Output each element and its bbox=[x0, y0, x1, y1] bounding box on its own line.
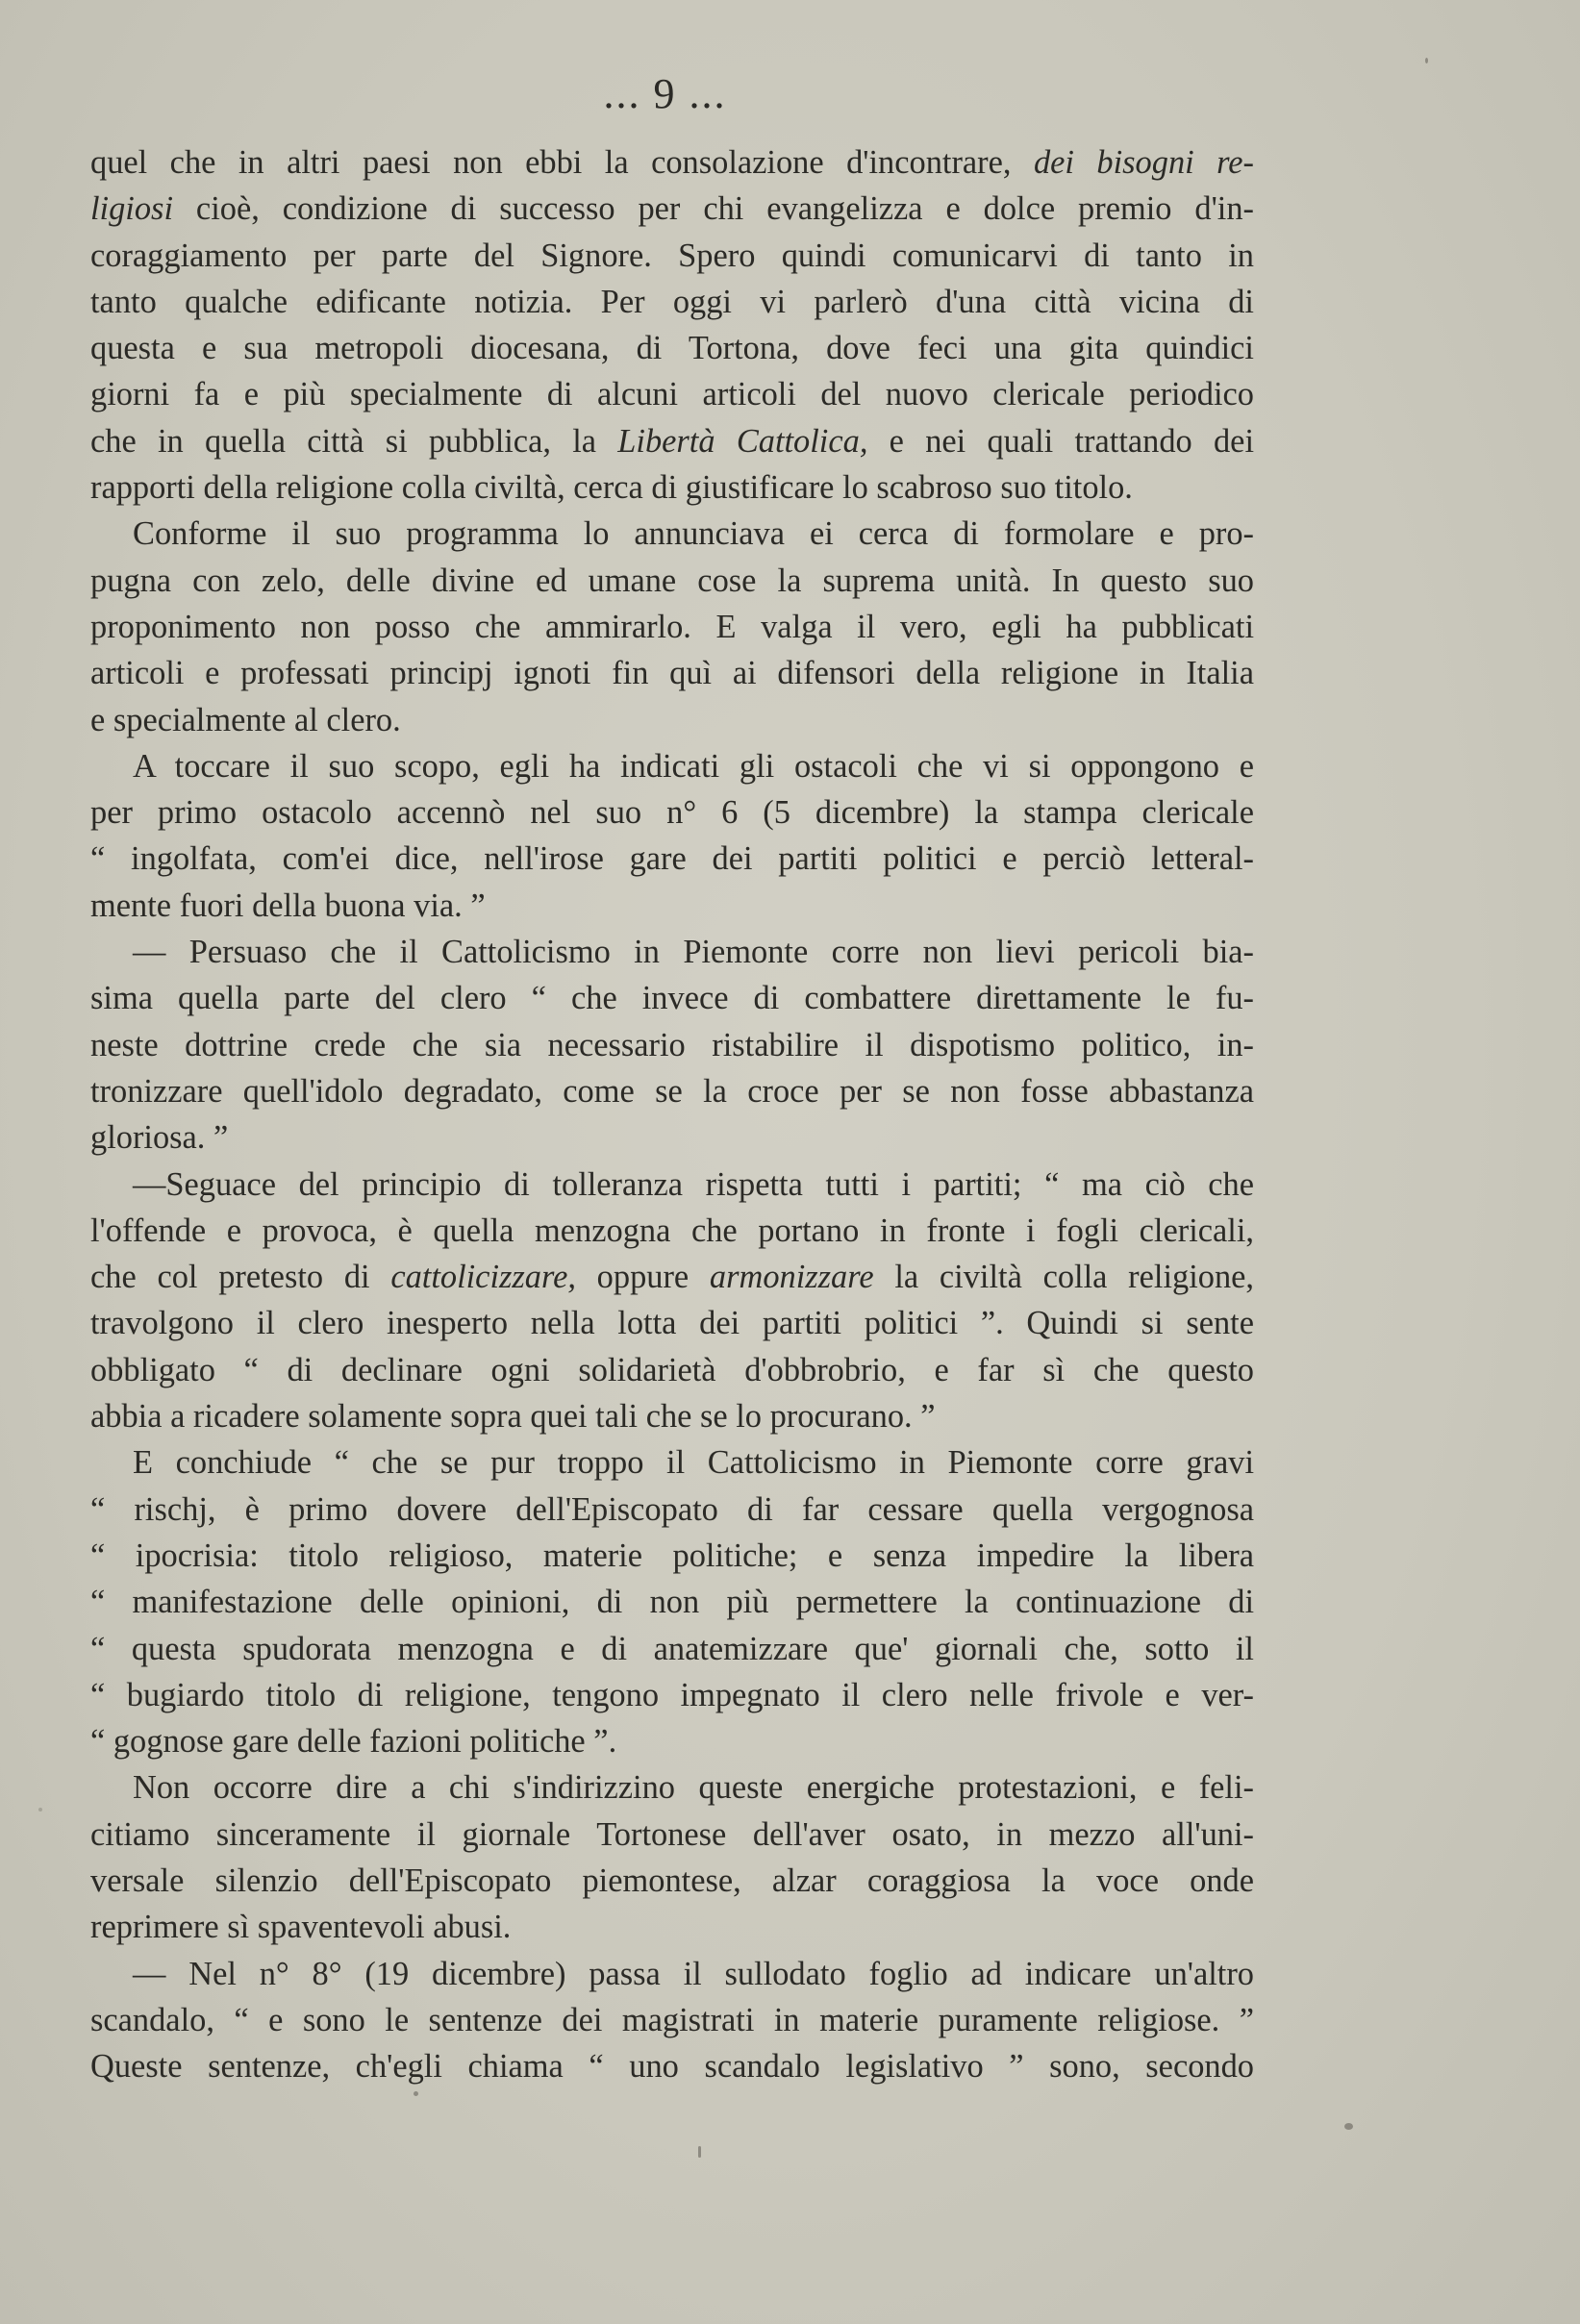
text-run: l'offende e provoca, è quella menzogna che portano in fronte i fogli clericali, bbox=[90, 1212, 1254, 1249]
text-line bbox=[90, 1254, 1254, 1300]
text-run: abbia a ricadere solamente sopra quei tali che se lo procurano. ” bbox=[90, 1398, 936, 1436]
text-line bbox=[90, 1718, 1254, 1764]
text-line bbox=[90, 1393, 1254, 1439]
text-line bbox=[90, 279, 1254, 325]
text-line bbox=[90, 1300, 1254, 1346]
text-run: “ rischj, è primo dovere dell'Episcopato di far cessare quella vergognosa bbox=[90, 1490, 1254, 1528]
text-line bbox=[90, 511, 1254, 557]
text-line bbox=[90, 1858, 1254, 1904]
text-line bbox=[90, 1812, 1254, 1858]
text-line bbox=[90, 1068, 1254, 1114]
text-run: rapporti della religione colla civiltà, cerca di giustificare lo scabroso suo titolo. bbox=[90, 469, 1133, 507]
italic-text-run: Libertà Cattolica, bbox=[617, 422, 868, 460]
text-run: travolgono il clero inesperto nella lotta dei partiti politici ”. Quindi si sente bbox=[90, 1305, 1254, 1342]
text-run: “ questa spudorata menzogna e di anatemizzare que' giornali che, sotto il bbox=[90, 1630, 1254, 1667]
text-line bbox=[90, 1022, 1254, 1068]
text-run: reprimere sì spaventevoli abusi. bbox=[90, 1909, 512, 1946]
text-run: “ ingolfata, com'ei dice, nell'irose gare dei partiti politici e perciò letteral- bbox=[90, 840, 1254, 878]
text-run: per primo ostacolo accennò nel suo n° 6 (5 dicembre) la stampa clericale bbox=[90, 794, 1254, 832]
text-run: e specialmente al clero. bbox=[90, 701, 401, 738]
text-line bbox=[90, 789, 1254, 836]
text-run: che in quella città si pubblica, la bbox=[90, 422, 618, 460]
text-run: — Persuaso che il Cattolicismo in Piemonte corre non lievi pericoli bia- bbox=[133, 934, 1254, 971]
text-run: —Seguace del principio di tolleranza rispetta tutti i partiti; “ ma ciò che bbox=[133, 1165, 1254, 1203]
text-line bbox=[90, 186, 1254, 232]
text-run: questa e sua metropoli diocesana, di Tortona, dove feci una gita quindici bbox=[90, 330, 1254, 367]
text-line bbox=[90, 604, 1254, 650]
text-run: Queste sentenze, ch'egli chiama “ uno scandalo legislativo ” sono, secondo bbox=[90, 2048, 1254, 2086]
text-line bbox=[90, 836, 1254, 882]
paper-speck bbox=[1425, 58, 1428, 63]
text-run: la civiltà colla religione, bbox=[873, 1259, 1254, 1296]
paper-speck bbox=[1344, 2123, 1353, 2130]
text-line bbox=[90, 1951, 1254, 1997]
text-line bbox=[90, 1439, 1254, 1486]
text-line bbox=[90, 558, 1254, 604]
paper-speck bbox=[38, 1808, 42, 1812]
text-line bbox=[90, 650, 1254, 696]
text-run: che col pretesto di bbox=[90, 1259, 391, 1296]
text-run: mente fuori della buona via. ” bbox=[90, 887, 486, 924]
text-line bbox=[90, 1347, 1254, 1393]
text-line bbox=[90, 464, 1254, 511]
text-run: articoli e professati principj ignoti fin quì ai difensori della religione in Italia bbox=[90, 655, 1254, 692]
text-run: — Nel n° 8° (19 dicembre) passa il sullodato foglio ad indicare un'altro bbox=[133, 1955, 1254, 1992]
text-run: Non occorre dire a chi s'indirizzino queste energiche protestazioni, e feli- bbox=[133, 1769, 1254, 1807]
text-line bbox=[90, 975, 1254, 1021]
text-run: e nei quali trattando dei bbox=[867, 422, 1254, 460]
text-run: coraggiamento per parte del Signore. Spero quindi comunicarvi di tanto in bbox=[90, 237, 1254, 274]
text-run: tanto qualche edificante notizia. Per oggi vi parlerò d'una città vicina di bbox=[90, 283, 1254, 320]
text-line bbox=[90, 139, 1254, 186]
text-run: “ gognose gare delle fazioni politiche ”. bbox=[90, 1723, 617, 1761]
text-run: A toccare il suo scopo, egli ha indicati gli ostacoli che vi si oppongono e bbox=[133, 747, 1254, 785]
text-run: gloriosa. ” bbox=[90, 1119, 229, 1157]
italic-text-run: armonizzare bbox=[709, 1259, 874, 1296]
text-line bbox=[90, 233, 1254, 279]
text-line bbox=[90, 883, 1254, 929]
text-run: neste dottrine crede che sia necessario ristabilire il dispotismo politico, in- bbox=[90, 1026, 1254, 1063]
text-run: Conforme il suo programma lo annunciava ei cerca di formolare e pro- bbox=[133, 515, 1254, 553]
text-run: pugna con zelo, delle divine ed umane cose la suprema unità. In questo suo bbox=[90, 562, 1254, 599]
text-run: “ bugiardo titolo di religione, tengono impegnato il clero nelle frivole e ver- bbox=[90, 1676, 1254, 1713]
text-line bbox=[90, 1997, 1254, 2043]
text-line bbox=[90, 1904, 1254, 1950]
italic-text-run: dei bisogni re- bbox=[1033, 144, 1254, 181]
text-run: quel che in altri paesi non ebbi la consolazione d'incontrare, bbox=[90, 144, 1034, 181]
text-run: oppure bbox=[575, 1259, 710, 1296]
text-run: E conchiude “ che se pur troppo il Cattolicismo in Piemonte corre gravi bbox=[133, 1444, 1254, 1482]
text-line bbox=[90, 1579, 1254, 1625]
text-line bbox=[90, 1208, 1254, 1254]
page-number: ... 9 ... bbox=[603, 70, 727, 117]
text-run: scandalo, “ e sono le sentenze dei magistrati in materie puramente religiose. ” bbox=[90, 2001, 1254, 2038]
text-run: tronizzare quell'idolo degradato, come se la croce per se non fosse abbastanza bbox=[90, 1072, 1254, 1110]
text-line bbox=[90, 1114, 1254, 1161]
text-run: proponimento non posso che ammirarlo. E valga il vero, egli ha pubblicati bbox=[90, 608, 1254, 645]
text-line bbox=[90, 1764, 1254, 1811]
text-line bbox=[90, 1487, 1254, 1533]
text-run: versale silenzio dell'Episcopato piemontese, alzar coraggiosa la voce onde bbox=[90, 1862, 1254, 1899]
paper-speck bbox=[414, 2091, 418, 2096]
text-line bbox=[90, 1533, 1254, 1579]
italic-text-run: cattolicizzare, bbox=[390, 1259, 576, 1296]
text-line bbox=[90, 929, 1254, 975]
text-line bbox=[90, 371, 1254, 417]
text-line bbox=[90, 697, 1254, 743]
text-run: giorni fa e più specialmente di alcuni articoli del nuovo clericale periodico bbox=[90, 376, 1254, 413]
text-line bbox=[90, 743, 1254, 789]
text-run: “ ipocrisia: titolo religioso, materie politiche; e senza impedire la libera bbox=[90, 1537, 1254, 1574]
text-line bbox=[90, 1672, 1254, 1718]
text-run: obbligato “ di declinare ogni solidarietà d'obbrobrio, e far sì che questo bbox=[90, 1351, 1254, 1388]
text-line bbox=[90, 325, 1254, 371]
text-run: sima quella parte del clero “ che invece di combattere direttamente le fu- bbox=[90, 980, 1254, 1017]
text-line bbox=[90, 2043, 1254, 2089]
text-line bbox=[90, 1162, 1254, 1208]
text-line bbox=[90, 418, 1254, 464]
text-run: “ manifestazione delle opinioni, di non più permettere la continuazione di bbox=[90, 1584, 1254, 1621]
italic-text-run: ligiosi bbox=[90, 190, 173, 228]
text-run: cioè, condizione di successo per chi evangelizza e dolce premio d'in- bbox=[173, 190, 1254, 228]
paper-speck bbox=[698, 2146, 701, 2158]
text-run: citiamo sinceramente il giornale Tortonese dell'aver osato, in mezzo all'uni- bbox=[90, 1815, 1254, 1853]
body-text bbox=[90, 139, 1254, 2089]
text-line bbox=[90, 1626, 1254, 1672]
